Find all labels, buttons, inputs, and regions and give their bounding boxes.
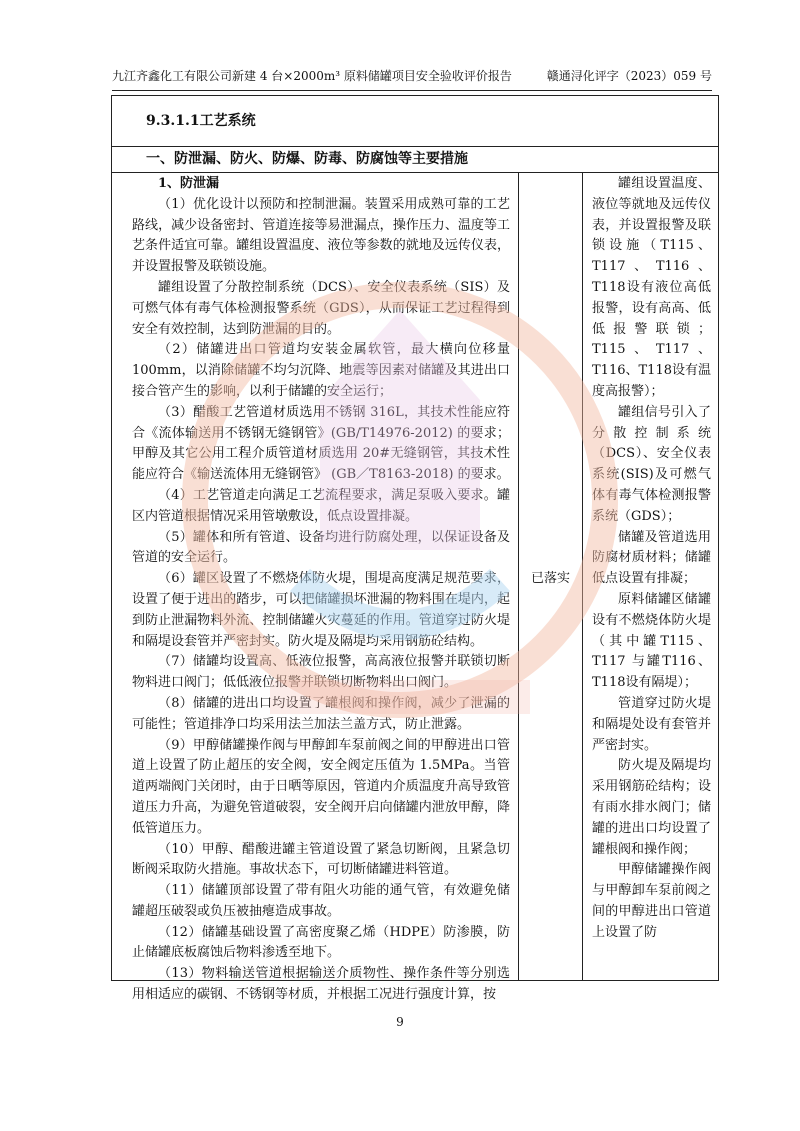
verification-notes-column bbox=[583, 172, 718, 980]
section-title: 9.3.1.1工艺系统 bbox=[112, 96, 718, 147]
document-number: 赣通浔化评字（2023）059 号 bbox=[546, 69, 712, 83]
status-text: 已落实 bbox=[530, 570, 570, 586]
measure-paragraph: （10）甲醇、醋酸进罐主管道设置了紧急切断阀，且紧急切断阀采取防火措施。事故状态下，可切断储罐进料管道。 bbox=[132, 841, 510, 878]
report-title: 九江齐鑫化工有限公司新建 4 台×2000m³ 原料储罐项目安全验收评价报告 bbox=[112, 69, 512, 83]
measure-paragraph: （4）工艺管道走向满足工艺流程要求，满足泵吸入要求。罐区内管道根据情况采用管墩敷设，低点设置排凝。 bbox=[132, 487, 510, 524]
note-paragraph: 罐组设置温度、液位等就地及远传仪表，并设置报警及联锁设施（T115、T117、T116、T118设有液位高低报警，设有高高、低低报警联锁；T115、T117、T116、T118设有温度高报警）； bbox=[592, 176, 711, 399]
status-column bbox=[519, 172, 583, 980]
subsection-title: 一、防泄漏、防火、防爆、防毒、防腐蚀等主要措施 bbox=[112, 146, 718, 173]
measure-paragraph: （9）甲醇储罐操作阀与甲醇卸车泵前阀之间的甲醇进出口管道上设置了防止超压的安全阀，安全阀定压值为 1.5MPa。当管道两端阀门关闭时，由于日晒等原因，管道内介质温度升高导致管道压力升高，为避免管道破裂，安全阀开启向储罐内泄放甲醇，降低管道压力。 bbox=[132, 737, 510, 836]
page-header bbox=[112, 66, 712, 91]
measure-paragraph: （1）优化设计以预防和控制泄漏。装置采用成熟可靠的工艺路线，减少设备密封、管道连接等易泄漏点，操作压力、温度等工艺条件适宜可靠。罐组设置温度、液位等参数的就地及远传仪表，并设置报警及联锁设施。 bbox=[132, 196, 510, 275]
measure-paragraph: （2）储罐进出口管道均安装金属软管，最大横向位移量100mm，以消除储罐不均匀沉降、地震等因素对储罐及其进出口接合管产生的影响，以利于储罐的安全运行； bbox=[132, 342, 510, 399]
note-paragraph: 储罐及管道选用防腐材质材料；储罐低点设置有排凝； bbox=[592, 529, 711, 587]
note-paragraph: 原料储罐区储罐设有不燃烧体防火堤（其中罐T115、T117 与罐T116、T118设有隔堤）； bbox=[592, 591, 711, 691]
measure-paragraph: （5）罐体和所有管道、设备均进行防腐处理，以保证设备及管道的安全运行。 bbox=[132, 529, 510, 566]
page-number: 9 bbox=[396, 1015, 404, 1029]
measure-paragraph: （13）物料输送管道根据输送介质物性、操作条件等分别选用相适应的碳钢、不锈钢等材质，并根据工况进行强度计算，按 bbox=[132, 966, 510, 1003]
measures-heading: 1、防泄漏 bbox=[158, 176, 220, 191]
note-paragraph: 罐组信号引入了分散控制系统（DCS）、安全仪表系统(SIS)及可燃气体有毒气体检测报警系统（GDS）； bbox=[592, 404, 711, 524]
evaluation-table bbox=[111, 95, 719, 1003]
measure-paragraph: （8）储罐的进出口均设置了罐根阀和操作阀，减少了泄漏的可能性；管道排净口均采用法兰加法兰盖方式，防止泄露。 bbox=[132, 695, 510, 732]
measure-paragraph: （11）储罐顶部设置了带有阻火功能的通气管，有效避免储罐超压破裂或负压被抽瘪造成事故。 bbox=[132, 883, 510, 919]
measures-column bbox=[112, 172, 519, 1003]
note-paragraph: 防火堤及隔堤均采用钢筋砼结构；设有雨水排水阀门；储罐的进出口均设置了罐根阀和操作阀； bbox=[592, 758, 711, 857]
measure-paragraph: （12）储罐基础设置了高密度聚乙烯（HDPE）防渗膜，防止储罐底板腐蚀后物料渗透至地下。 bbox=[132, 924, 510, 961]
note-paragraph: 甲醇储罐操作阀与甲醇卸车泵前阀之间的甲醇进出口管道上设置了防 bbox=[592, 862, 711, 940]
measure-paragraph: （6）罐区设置了不燃烧体防火堤，围堤高度满足规范要求，设置了便于进出的踏步，可以把储罐损坏泄漏的物料围在堤内，起到防止泄漏物料外流、控制储罐火灾蔓延的作用。管道穿过防火堤和隔堤设套管并严密封实。防火堤及隔堤均采用钢筋砼结构。 bbox=[132, 571, 510, 649]
note-paragraph: 管道穿过防火堤和隔堤处设有套管并严密封实。 bbox=[592, 695, 711, 753]
page-footer bbox=[0, 1015, 800, 1029]
measure-paragraph: （7）储罐均设置高、低液位报警，高高液位报警并联锁切断物料进口阀门；低低液位报警并联锁切断物料出口阀门。 bbox=[132, 654, 510, 691]
measure-paragraph: （3）醋酸工艺管道材质选用不锈钢 316L，其技术性能应符合《流体输送用不锈钢无缝钢管》(GB/T14976-2012) 的要求；甲醇及其它公用工程介质管道材质选用 20#无缝钢管，其技术性能应符合《输送流体用无缝钢管》 (GB／T8163-2018) 的要求。 bbox=[132, 404, 510, 483]
measure-paragraph: 罐组设置了分散控制系统（DCS）、安全仪表系统（SIS）及可燃气体有毒气体检测报警系统（GDS），从而保证工艺过程得到安全有效控制，达到防泄漏的目的。 bbox=[132, 279, 510, 337]
table-body-row bbox=[112, 172, 718, 1003]
